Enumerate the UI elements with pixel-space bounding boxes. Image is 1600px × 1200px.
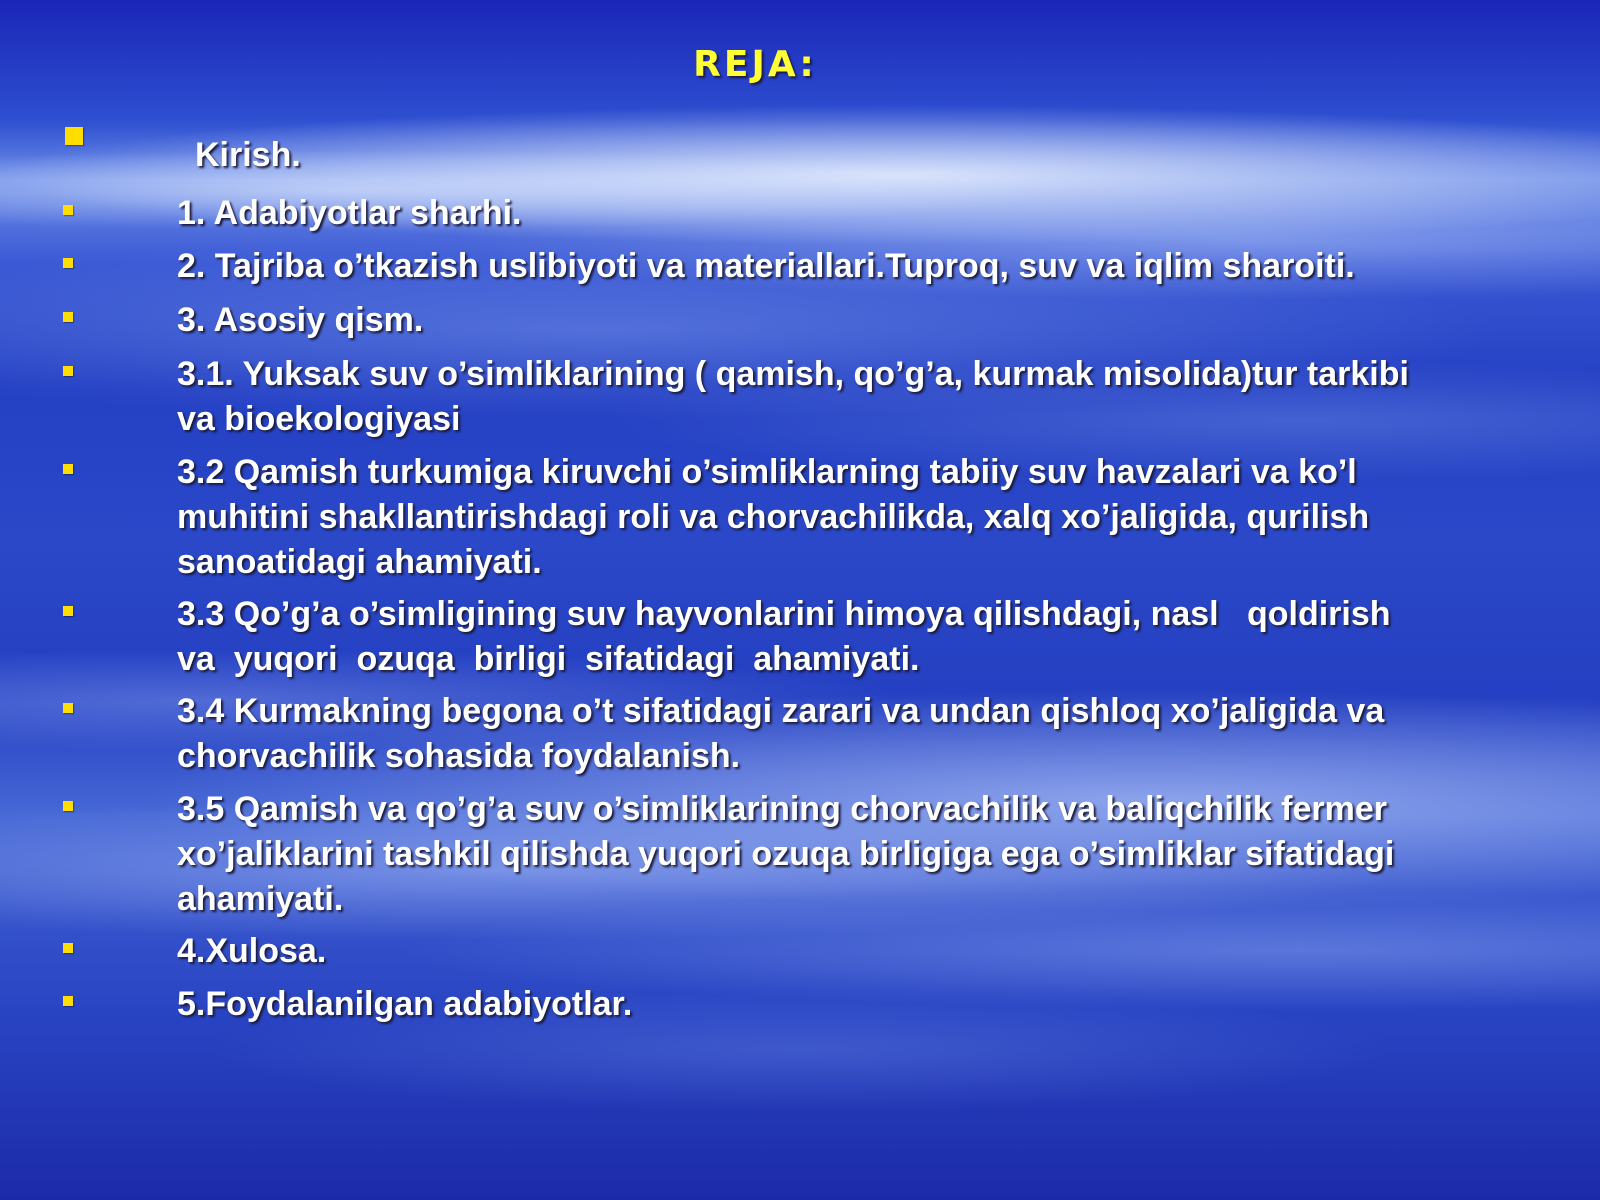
list-item-text: 3.5 Qamish va qo’g’a suv o’simliklarining chorvachilik va baliqchilik fermer: [177, 790, 1387, 828]
list-item-text: sanoatidagi ahamiyati.: [177, 543, 542, 581]
slide-title: REJA:: [693, 44, 817, 85]
list-item-text: va bioekologiyasi: [177, 400, 461, 438]
square-bullet-icon: [65, 127, 83, 145]
square-bullet-icon: [63, 366, 73, 376]
list-item-text: 2. Tajriba o’tkazish uslibiyoti va materiallari.Tuproq, suv va iqlim sharoiti.: [177, 247, 1355, 285]
square-bullet-icon: [63, 996, 73, 1006]
list-item-text: 3.2 Qamish turkumiga kiruvchi o’simliklarning tabiiy suv havzalari va ko’l: [177, 453, 1357, 491]
square-bullet-icon: [63, 801, 73, 811]
list-item-text: 1. Adabiyotlar sharhi.: [177, 194, 522, 232]
list-item-text: 3.3 Qo’g’a o’simligining suv hayvonlarini himoya qilishdagi, nasl qoldirish: [177, 595, 1391, 633]
square-bullet-icon: [63, 205, 73, 215]
square-bullet-icon: [63, 943, 73, 953]
list-item-text: chorvachilik sohasida foydalanish.: [177, 737, 741, 775]
list-item-text: 4.Xulosa.: [177, 932, 327, 970]
list-item-text: va yuqori ozuqa birligi sifatidagi ahamiyati.: [177, 640, 920, 678]
square-bullet-icon: [63, 703, 73, 713]
list-item-text: xo’jaliklarini tashkil qilishda yuqori ozuqa birligiga ega o’simliklar sifatidagi: [177, 835, 1395, 873]
square-bullet-icon: [63, 258, 73, 268]
square-bullet-icon: [63, 312, 73, 322]
square-bullet-icon: [63, 464, 73, 474]
list-item-text: muhitini shakllantirishdagi roli va chorvachilikda, xalq xo’jaligida, qurilish: [177, 498, 1370, 536]
list-item-text: 3. Asosiy qism.: [177, 301, 424, 339]
square-bullet-icon: [63, 606, 73, 616]
list-item-text: 3.4 Kurmakning begona o’t sifatidagi zarari va undan qishloq xo’jaligida va: [177, 692, 1385, 730]
list-item-text: 3.1. Yuksak suv o’simliklarining ( qamish, qo’g’a, kurmak misolida)tur tarkibi: [177, 355, 1409, 393]
list-item-text: ahamiyati.: [177, 880, 344, 918]
list-item-text: 5.Foydalanilgan adabiyotlar.: [177, 985, 633, 1023]
list-item-text: Kirish.: [195, 136, 301, 174]
